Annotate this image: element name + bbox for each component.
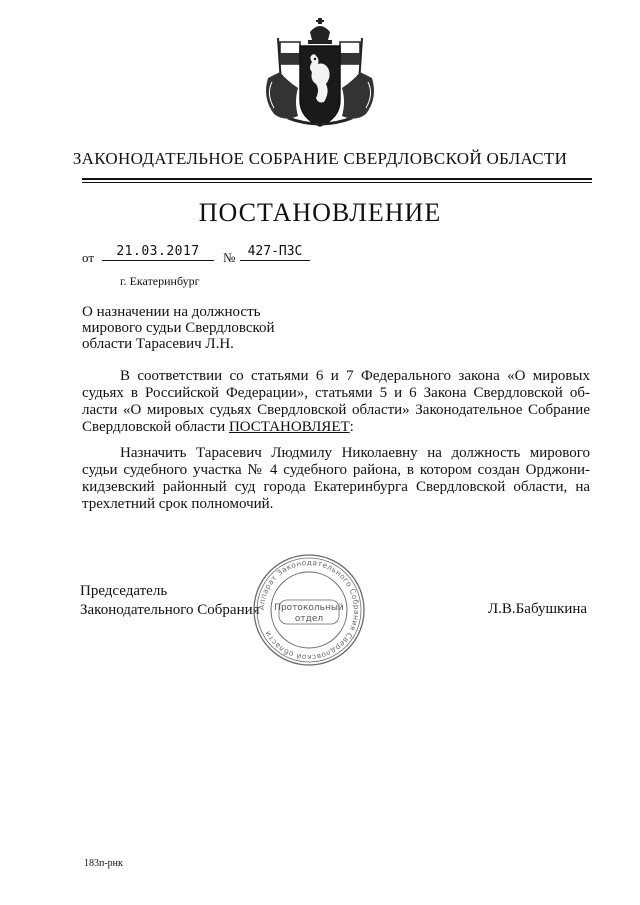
subject-line: О назначении на должность — [82, 304, 261, 320]
signer-title-line: Законодательного Собрания — [80, 602, 260, 618]
date-number-row — [82, 244, 322, 266]
stamp-center-line: отдел — [294, 614, 324, 624]
subject-line: области Тарасевич Л.Н. — [82, 336, 234, 352]
decree-colon: : — [349, 419, 354, 435]
preamble-line: ласти «О мировых судьях Свердловской области» Законодательное Собрание — [82, 402, 590, 418]
preamble-last-line — [82, 419, 590, 436]
coat-of-arms-emblem — [258, 18, 382, 130]
organization-name: ЗАКОНОДАТЕЛЬНОЕ СОБРАНИЕ СВЕРДЛОВСКОЙ ОБЛАСТИ — [72, 149, 568, 168]
signer-title-line: Председатель — [80, 583, 168, 599]
document-subject — [82, 304, 342, 352]
number-prefix: № — [223, 250, 236, 265]
stamp-center-line: Протокольный — [274, 603, 344, 613]
office-stamp — [251, 552, 367, 668]
document-number: 427-ПЗС — [240, 244, 310, 261]
document-type-title: ПОСТАНОВЛЕНИЕ — [198, 198, 442, 227]
stamp-ring-text: Аппарат Законодательного Собрания Свердловской области — [256, 557, 362, 663]
resolution-line: Назначить Тарасевич Людмилу Николаевну на должность мирового — [120, 445, 590, 461]
resolution-paragraph — [82, 445, 590, 513]
resolution-line: судьи судебного участка № 4 судебного района, в котором создан Орджони- — [82, 462, 590, 478]
header-rule-thin — [82, 182, 592, 183]
document-date: 21.03.2017 — [102, 244, 214, 261]
city: г. Екатеринбург — [120, 274, 200, 288]
preamble-line: В соответствии со статьями 6 и 7 Федерального закона «О мировых — [120, 368, 590, 384]
signer-name: Л.В.Бабушкина — [488, 601, 588, 617]
date-prefix: от — [82, 250, 95, 265]
header-rule-thick — [82, 178, 592, 180]
preamble-line: судьях в Российской Федерации», статьями 5 и 6 Закона Свердловской об- — [82, 385, 590, 401]
subject-line: мирового судьи Свердловской — [82, 320, 275, 336]
decree-keyword: ПОСТАНОВЛЯЕТ — [228, 419, 350, 435]
footer-code: 183п-рнк — [84, 858, 123, 869]
preamble-paragraph — [82, 368, 590, 436]
preamble-last-text: Свердловской области — [82, 419, 229, 435]
resolution-line: трехлетний срок полномочий. — [82, 496, 274, 512]
signer-position — [80, 582, 260, 620]
resolution-line: кидзевский районный суд города Екатеринбурга Свердловской области, на — [82, 479, 590, 495]
